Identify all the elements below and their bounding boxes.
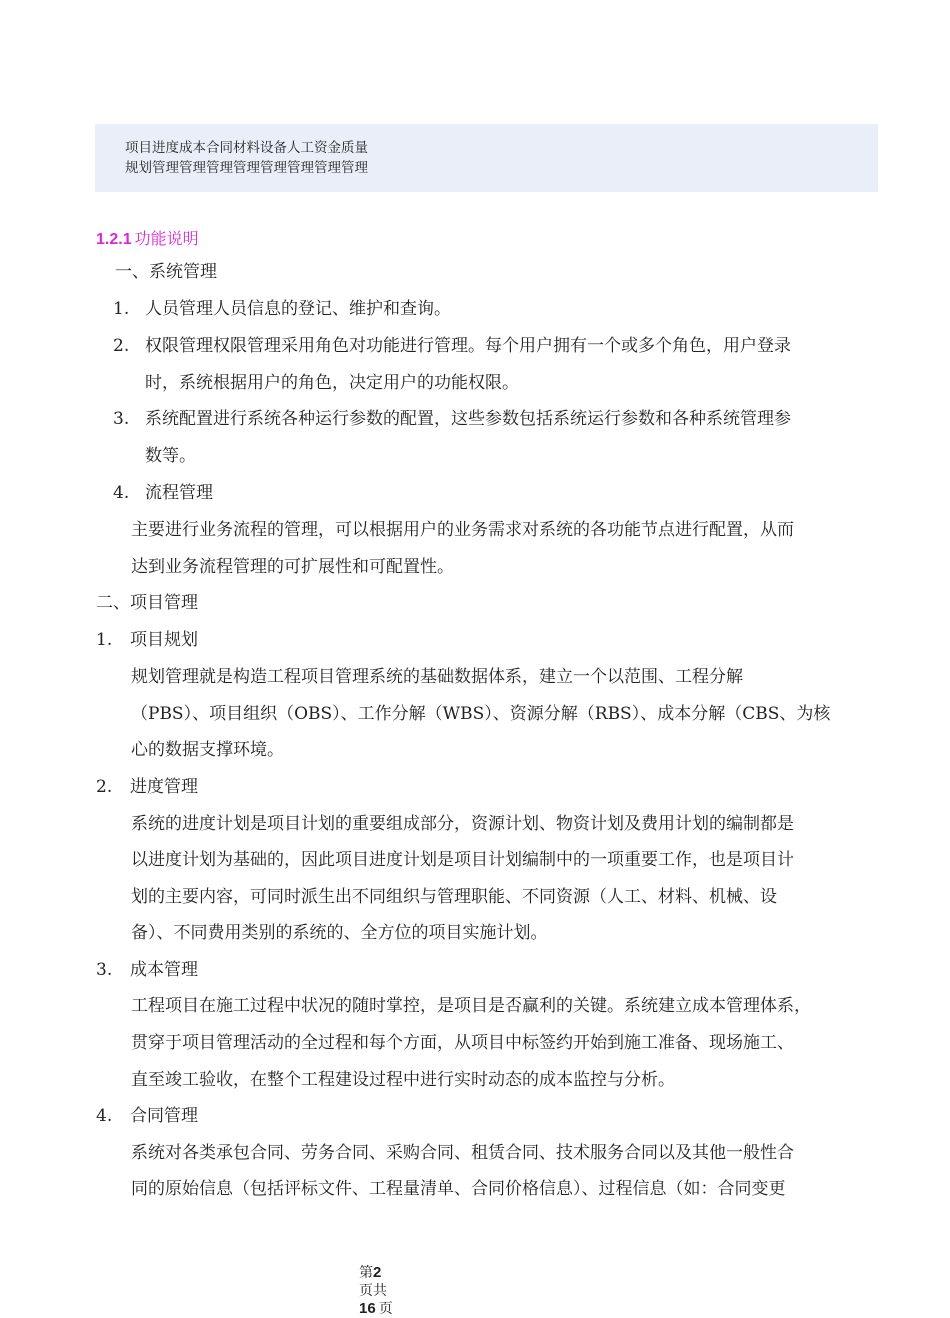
paragraph-line: （PBS）、项目组织（OBS）、工作分解（WBS）、资源分解（RBS）、成本分解（CBS、为核 [131,704,831,724]
section-title: 功能说明 [134,229,199,248]
subsection-number: 1. [96,630,113,650]
part2-title: 二、项目管理 [96,593,198,613]
subsection-number: 4. [96,1106,113,1126]
list-number: 1. [113,299,130,319]
list-number: 4. [113,483,130,503]
paragraph-line: 达到业务流程管理的可扩展性和可配置性。 [131,557,454,577]
subsection-number: 2. [96,777,113,797]
paragraph-line: 贯穿于项目管理活动的全过程和每个方面，从项目中标签约开始到施工准备、现场施工、 [131,1033,794,1053]
list-number: 3. [113,409,130,429]
subsection-title: 合同管理 [130,1106,198,1126]
subsection-heading [96,628,198,652]
paragraph-line: 备）、不同费用类别的系统的、全方位的项目实施计划。 [131,923,548,943]
list-item [113,407,791,431]
section-heading [96,228,199,251]
subsection-number: 3. [96,960,113,980]
paragraph-line: 心的数据支撑环境。 [131,740,284,760]
subsection-title: 成本管理 [130,960,198,980]
list-text-cont: 数等。 [145,446,196,466]
list-item [113,481,213,505]
subsection-heading [96,775,198,799]
footer-prefix: 第 [359,1265,373,1281]
paragraph-line: 主要进行业务流程的管理，可以根据用户的业务需求对系统的各功能节点进行配置，从而 [131,520,794,540]
list-number: 2. [113,336,130,356]
subsection-heading [96,1104,198,1128]
module-banner [95,124,878,192]
section-number: 1.2.1 [96,231,132,248]
banner-modules-line: 项目进度成本合同材料设备人工资金质量 [125,140,368,156]
paragraph-line: 系统对各类承包合同、劳务合同、采购合同、租赁合同、技术服务合同以及其他一般性合 [131,1143,794,1163]
footer-suffix: 页 [378,1301,393,1317]
list-text-cont: 时，系统根据用户的角色，决定用户的功能权限。 [145,373,519,393]
total-pages-number: 16 [359,1300,376,1317]
part1-title: 一、系统管理 [115,262,217,282]
paragraph-line: 划的主要内容，可同时派生出不同组织与管理职能、不同资源（人工、材料、机械、设 [131,887,777,907]
banner-management-line: 规划管理管理管理管理管理管理管理管理 [125,160,368,176]
paragraph-line: 以进度计划为基础的，因此项目进度计划是项目计划编制中的一项重要工作，也是项目计 [131,850,794,870]
subsection-title: 进度管理 [130,777,198,797]
list-item [113,334,791,358]
paragraph-line: 直至竣工验收，在整个工程建设过程中进行实时动态的成本监控与分析。 [131,1070,675,1090]
subsection-title: 项目规划 [130,630,198,650]
list-item [113,297,451,321]
footer-mid: 页共 [359,1283,387,1299]
subsection-heading [96,958,198,982]
list-text: 权限管理权限管理采用角色对功能进行管理。每个用户拥有一个或多个角色，用户登录 [145,336,791,356]
list-text: 流程管理 [145,483,213,503]
list-text: 系统配置进行系统各种运行参数的配置，这些参数包括系统运行参数和各种系统管理参 [145,409,791,429]
paragraph-line: 工程项目在施工过程中状况的随时掌控，是项目是否赢利的关键。系统建立成本管理体系， [131,996,811,1016]
current-page-number: 2 [373,1264,382,1281]
paragraph-line: 同的原始信息（包括评标文件、工程量清单、合同价格信息）、过程信息（如：合同变更 [131,1179,786,1199]
list-text: 人员管理人员信息的登记、维护和查询。 [145,299,451,319]
paragraph-line: 系统的进度计划是项目计划的重要组成部分，资源计划、物资计划及费用计划的编制都是 [131,814,794,834]
paragraph-line: 规划管理就是构造工程项目管理系统的基础数据体系，建立一个以范围、工程分解 [131,667,743,687]
page-footer [359,1264,419,1318]
